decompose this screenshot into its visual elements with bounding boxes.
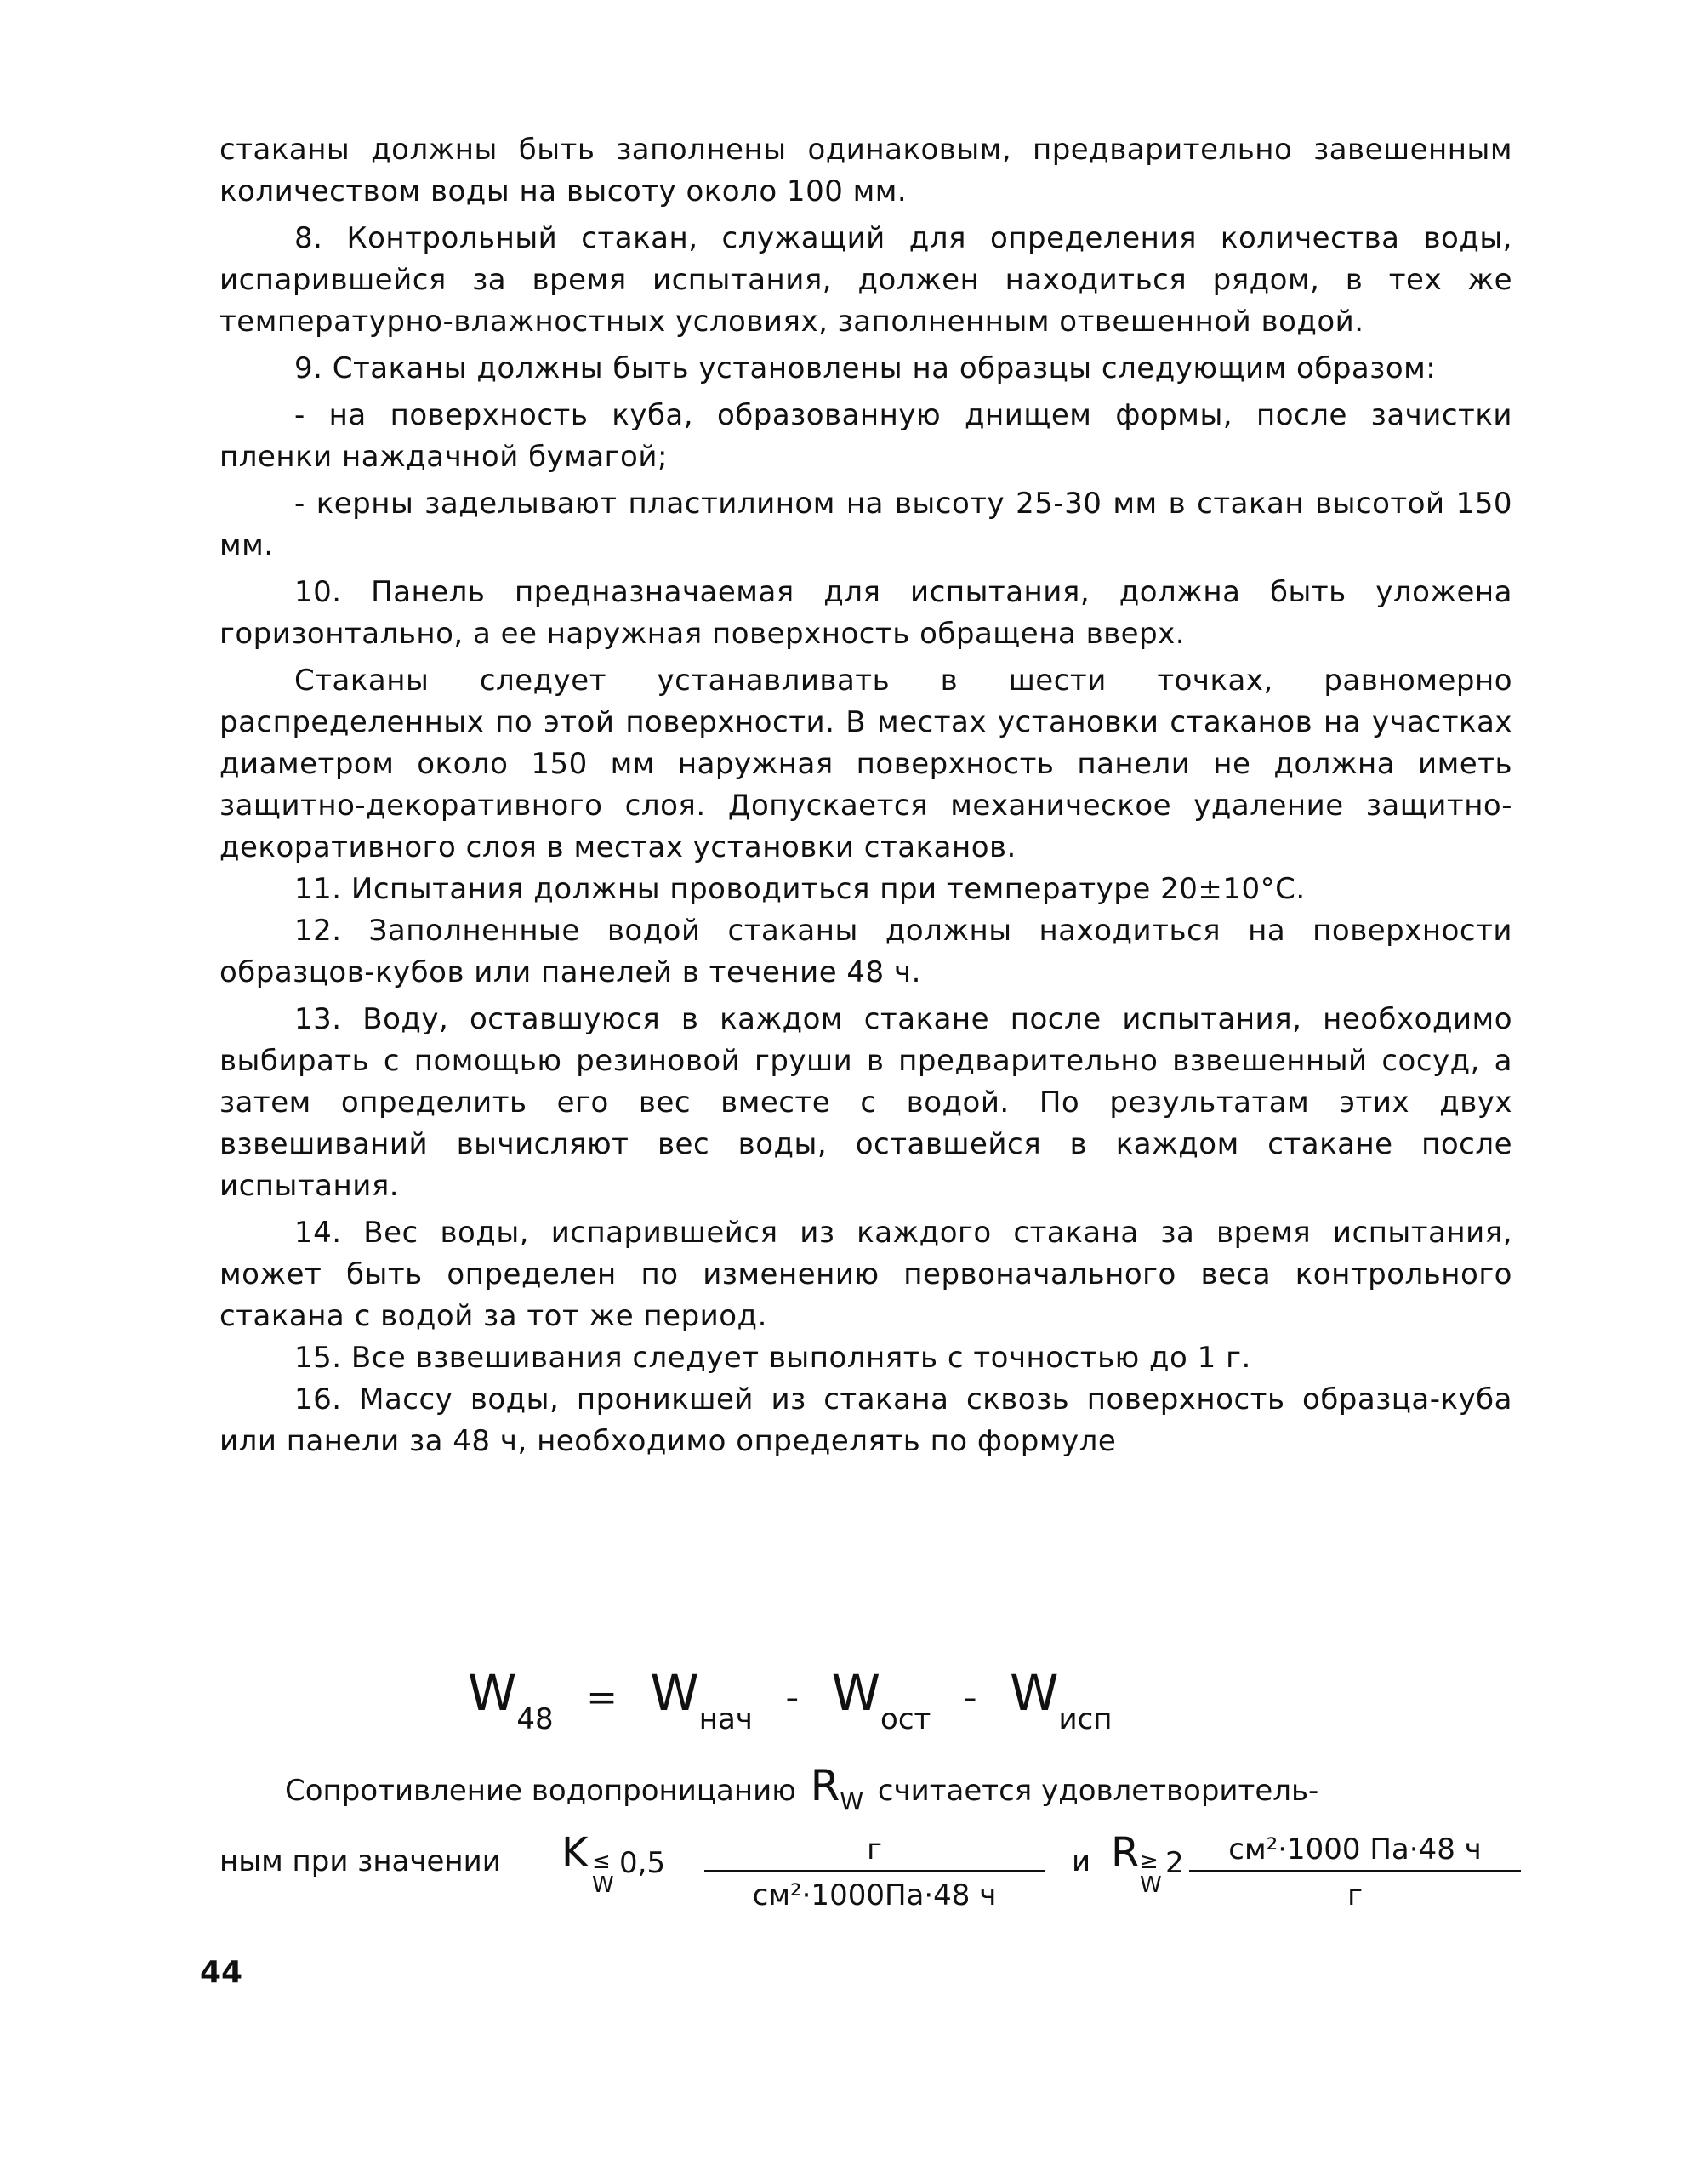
condition-text-before: Сопротивление водопроницанию bbox=[285, 1774, 796, 1808]
condition-text-after: считается удовлетворитель- bbox=[877, 1774, 1319, 1808]
formula-minus: - bbox=[963, 1676, 977, 1719]
k-sign: ≤ bbox=[592, 1849, 611, 1874]
paragraph-item-12: 12. Заполненные водой стаканы должны находиться на поверхности образцов-кубов или панелей в течение 48 ч. bbox=[219, 914, 1512, 989]
r2-fraction-numerator: см²·1000 Па·48 ч bbox=[1228, 1832, 1482, 1866]
k-index: W bbox=[592, 1872, 614, 1898]
formula-w-symbol: W bbox=[650, 1664, 699, 1722]
paragraph-item-10: 10. Панель предназначаемая для испытания, должна быть уложена горизонтально, а ее наружная поверхность обращена вверх. bbox=[219, 575, 1512, 651]
paragraph-item-9: 9. Стаканы должны быть установлены на образцы следующим образом: bbox=[294, 351, 1437, 385]
r2-value: 2 bbox=[1165, 1846, 1184, 1880]
formula-sub-48: 48 bbox=[516, 1702, 554, 1736]
r2-subscript bbox=[1140, 1849, 1162, 1897]
paragraph-cups: Стаканы следует устанавливать в шести точках, равномерно распределенных по этой поверхности. В местах установки стаканов на участках диаметром около 150 мм наружная поверхность панели не должна иметь защитно-декоративного слоя. Допускается механическое удаление защитно-декоративного слоя в местах установки стаканов. bbox=[219, 664, 1512, 864]
formula-w-symbol: W bbox=[1010, 1664, 1059, 1722]
conjunction-and: и bbox=[1072, 1844, 1091, 1878]
condition-line-2 bbox=[219, 1829, 1529, 1940]
formula-sub-nach: нач bbox=[698, 1702, 753, 1736]
formula-equals: = bbox=[586, 1676, 618, 1719]
formula-w48 bbox=[468, 1663, 1112, 1749]
k-fraction-numerator: г bbox=[867, 1832, 882, 1866]
paragraph-continuation: стаканы должны быть заполнены одинаковым, предварительно завешенным количеством воды на высоту около 100 мм. bbox=[219, 133, 1512, 208]
k-fraction-denominator: см²·1000Па·48 ч bbox=[752, 1878, 997, 1912]
page-number: 44 bbox=[200, 1955, 243, 1990]
k-fraction bbox=[704, 1829, 1045, 1919]
k-symbol: K bbox=[561, 1829, 589, 1877]
paragraph-item-15: 15. Все взвешивания следует выполнять с точностью до 1 г. bbox=[294, 1341, 1251, 1375]
paragraph-dash-2: - керны заделывают пластилином на высоту 25-30 мм в стакан высотой 150 мм. bbox=[219, 487, 1512, 562]
condition-label: ным при значении bbox=[219, 1844, 501, 1878]
r-letter: R bbox=[810, 1761, 840, 1810]
formula-w-symbol: W bbox=[831, 1664, 881, 1722]
paragraph-dash-1: - на поверхность куба, образованную днищем формы, после зачистки пленки наждачной бумагой; bbox=[219, 398, 1512, 474]
paragraph-item-8: 8. Контрольный стакан, служащий для определения количества воды, испарившейся за время испытания, должен находиться рядом, в тех же температурно-влажностных условиях, заполненным отвешенной водой. bbox=[219, 221, 1512, 339]
r2-fraction bbox=[1189, 1829, 1521, 1919]
k-value: 0,5 bbox=[619, 1846, 666, 1880]
paragraph-item-14: 14. Вес воды, испарившейся из каждого стакана за время испытания, может быть определен по изменению первоначального веса контрольного стакана с водой за тот же период. bbox=[219, 1216, 1512, 1333]
formula-sub-ost: ост bbox=[880, 1702, 931, 1736]
r2-symbol: R bbox=[1111, 1829, 1140, 1877]
formula-minus: - bbox=[785, 1676, 800, 1719]
r-symbol bbox=[810, 1761, 864, 1815]
k-subscript bbox=[592, 1849, 614, 1897]
body-text bbox=[219, 129, 1512, 1462]
r2-index: W bbox=[1140, 1872, 1162, 1898]
paragraph-item-13: 13. Воду, оставшуюся в каждом стакане после испытания, необходимо выбирать с помощью резиновой груши в предварительно взвешенный сосуд, а затем определить его вес вместе с водой. По результатам этих двух взвешиваний вычисляют вес воды, оставшейся в каждом стакане после испытания. bbox=[219, 1002, 1512, 1203]
formula-sub-isp: исп bbox=[1058, 1702, 1113, 1736]
paragraph-item-16: 16. Массу воды, проникшей из стакана сквозь поверхность образца-куба или панели за 48 ч, необходимо определять по формуле bbox=[219, 1382, 1512, 1458]
r2-sign: ≥ bbox=[1140, 1849, 1159, 1874]
formula-w-symbol: W bbox=[468, 1664, 517, 1722]
paragraph-item-11: 11. Испытания должны проводиться при температуре 20±10°С. bbox=[294, 872, 1306, 906]
r2-fraction-denominator: г bbox=[1347, 1878, 1363, 1912]
r-subscript: W bbox=[840, 1787, 864, 1815]
condition-line-1 bbox=[285, 1761, 1518, 1822]
